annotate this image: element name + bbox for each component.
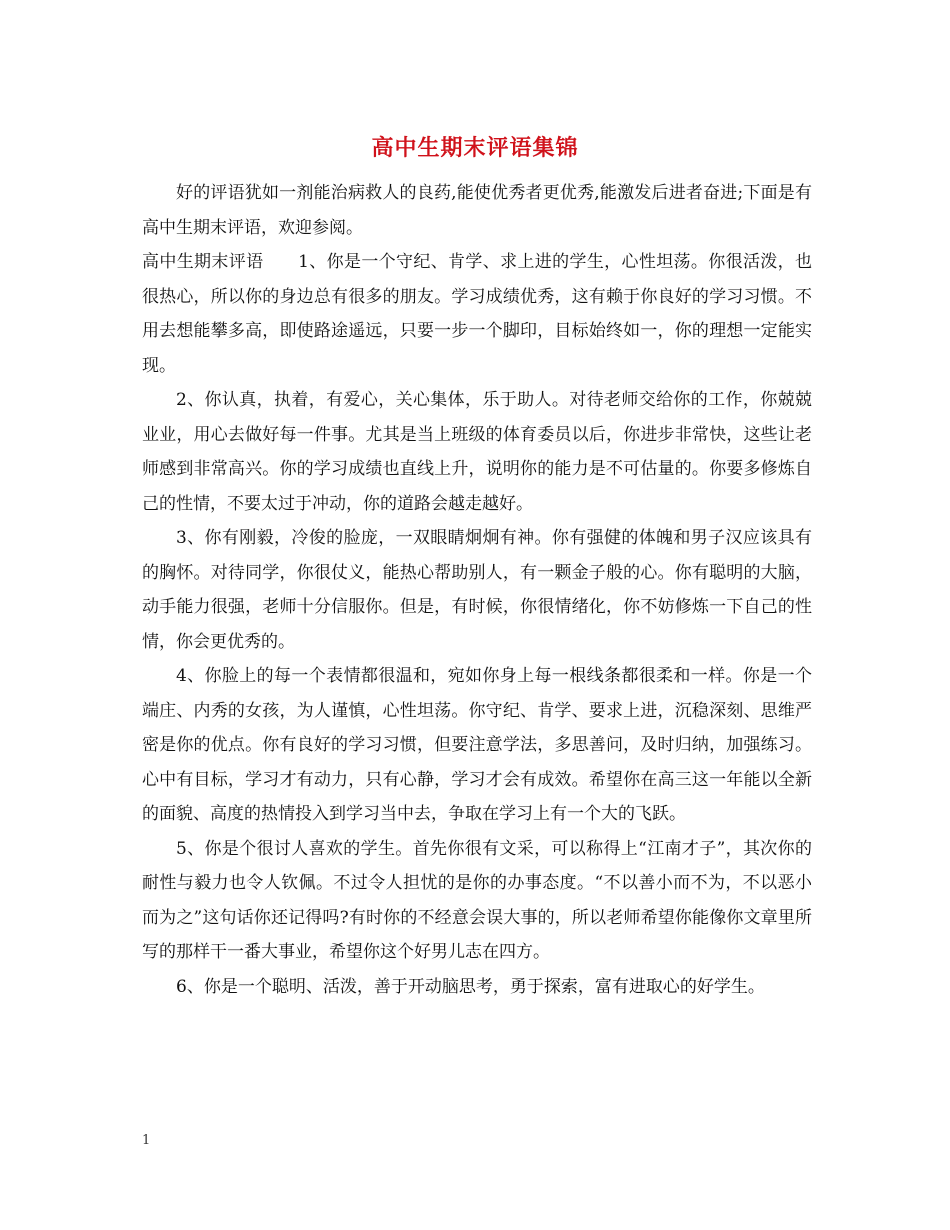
paragraph-comment-5: 5、你是个很讨人喜欢的学生。首先你很有文采，可以称得上“江南才子”，其次你的耐性与毅力也令人钦佩。不过令人担忧的是你的办事态度。“不以善小而不为，不以恶小而为之”这句话你还记得吗?有时你的不经意会误大事的，所以老师希望你能像你文章里所写的那样干一番大事业，希望你这个好男儿志在四方。 [142, 838, 812, 962]
paragraph-comment-6: 6、你是一个聪明、活泼，善于开动脑思考，勇于探索，富有进取心的好学生。 [176, 976, 765, 997]
paragraph-comment-4: 4、你脸上的每一个表情都很温和，宛如你身上每一根线条都很柔和一样。你是一个端庄、内秀的女孩，为人谨慎，心性坦荡。你守纪、肯学、要求上进，沉稳深刻、思维严密是你的优点。你有良好的学习习惯，但要注意学法，多思善问，及时归纳，加强练习。心中有目标，学习才有动力，只有心静，学习才会有成效。希望你在高三这一年能以全新的面貌、高度的热情投入到学习当中去，争取在学习上有一个大的飞跃。 [142, 666, 812, 824]
paragraph-comment-2: 2、你认真，执着，有爱心，关心集体，乐于助人。对待老师交给你的工作，你兢兢业业，用心去做好每一件事。尤其是当上班级的体育委员以后，你进步非常快，这些让老师感到非常高兴。你的学习成绩也直线上升，说明你的能力是不可估量的。你要多修炼自己的性情，不要太过于冲动，你的道路会越走越好。 [142, 390, 812, 514]
paragraph-intro: 好的评语犹如一剂能治病救人的良药,能使优秀者更优秀,能激发后进者奋进;下面是有高中生期末评语，欢迎参阅。 [142, 183, 812, 238]
document-title: 高中生期末评语集锦 [371, 135, 579, 161]
paragraph-comment-3: 3、你有刚毅，冷俊的脸庞，一双眼睛炯炯有神。你有强健的体魄和男子汉应该具有的胸怀。对待同学，你很仗义，能热心帮助别人，有一颗金子般的心。你有聪明的大脑，动手能力很强，老师十分信服你。但是，有时候，你很情绪化，你不妨修炼一下自己的性情，你会更优秀的。 [142, 528, 812, 652]
paragraph-comment-1: 高中生期末评语 1、你是一个守纪、肯学、求上进的学生，心性坦荡。你很活泼，也很热心，所以你的身边总有很多的朋友。学习成绩优秀，这有赖于你良好的学习习惯。不用去想能攀多高，即使路途遥远，只要一步一个脚印，目标始终如一，你的理想一定能实现。 [142, 252, 812, 376]
document-body [142, 176, 812, 1004]
page-number: 1 [142, 1133, 151, 1148]
